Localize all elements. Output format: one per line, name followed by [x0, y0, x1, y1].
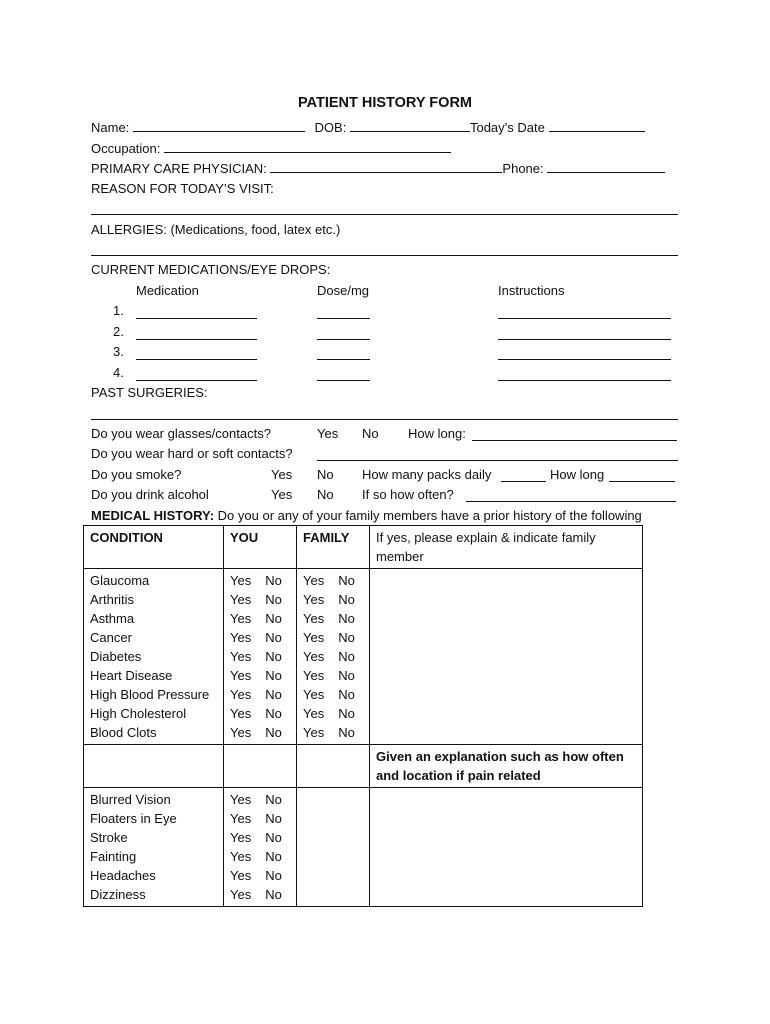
yn-pair[interactable]: Yes No — [230, 611, 282, 626]
past-surgeries-label: PAST SURGERIES: — [91, 385, 208, 400]
med-2-instructions-field[interactable] — [498, 339, 671, 340]
name-label: Name: — [91, 120, 130, 135]
how-often-label: If so how often? — [362, 487, 454, 502]
dob-field[interactable] — [350, 118, 470, 132]
med-3-dose-field[interactable] — [317, 359, 370, 360]
conditions-group-1 — [84, 569, 224, 745]
condition-diabetes: Diabetes — [90, 649, 142, 664]
yn-pair[interactable]: Yes No — [230, 849, 282, 864]
condition-blood-clots: Blood Clots — [90, 725, 157, 740]
reason-field[interactable] — [91, 214, 678, 215]
medical-history-table — [83, 525, 643, 907]
occupation-field[interactable] — [164, 139, 451, 153]
packs-field[interactable] — [501, 481, 546, 482]
you-group-1 — [224, 569, 297, 745]
yn-pair[interactable]: Yes No — [303, 649, 355, 664]
yn-pair[interactable]: Yes No — [230, 725, 282, 740]
med-1-name-field[interactable] — [136, 318, 257, 319]
condition-dizziness: Dizziness — [90, 887, 146, 902]
med-1-dose-field[interactable] — [317, 318, 370, 319]
table-row — [84, 569, 643, 745]
smoke-yes[interactable]: Yes — [271, 467, 293, 482]
conditions-group-2 — [84, 788, 224, 907]
alcohol-no[interactable]: No — [317, 487, 334, 502]
medications-label: CURRENT MEDICATIONS/EYE DROPS: — [91, 262, 331, 277]
occupation-label: Occupation: — [91, 141, 161, 156]
blank-cell — [297, 745, 370, 788]
header-condition: CONDITION — [84, 526, 224, 569]
condition-heart-disease: Heart Disease — [90, 668, 173, 683]
medical-history-text: Do you or any of your family members have a prior history of the following — [217, 508, 642, 523]
yn-pair[interactable]: Yes No — [230, 811, 282, 826]
med-header-medication: Medication — [136, 283, 199, 298]
yn-pair[interactable]: Yes No — [230, 592, 282, 607]
yn-pair[interactable]: Yes No — [230, 887, 282, 902]
header-family: FAMILY — [297, 526, 370, 569]
dob-label: DOB: — [314, 120, 347, 135]
phone-field[interactable] — [547, 159, 665, 173]
condition-cancer: Cancer — [90, 630, 132, 645]
you-group-2 — [224, 788, 297, 907]
yn-pair[interactable]: Yes No — [230, 706, 282, 721]
how-often-field[interactable] — [466, 501, 676, 502]
yn-pair[interactable]: Yes No — [230, 649, 282, 664]
allergies-field[interactable] — [91, 255, 678, 256]
physician-row — [91, 159, 665, 178]
med-2-dose-field[interactable] — [317, 339, 370, 340]
explain-cell-1[interactable] — [370, 569, 643, 745]
packs-label: How many packs daily — [362, 467, 492, 482]
occupation-row — [91, 139, 451, 158]
condition-stroke: Stroke — [90, 830, 128, 845]
condition-blurred-vision: Blurred Vision — [90, 792, 171, 807]
glasses-no[interactable]: No — [362, 426, 379, 441]
form-title: PATIENT HISTORY FORM — [297, 95, 472, 111]
family-group-1 — [297, 569, 370, 745]
condition-asthma: Asthma — [90, 611, 135, 626]
yn-pair[interactable]: Yes No — [230, 792, 282, 807]
explain-instructions: Given an explanation such as how often and location if pain related — [370, 745, 643, 788]
med-4-dose-field[interactable] — [317, 380, 370, 381]
condition-fainting: Fainting — [90, 849, 137, 864]
med-4-instructions-field[interactable] — [498, 380, 671, 381]
yn-pair[interactable]: Yes No — [303, 725, 355, 740]
smoke-how-long-label: How long — [550, 467, 605, 482]
yn-pair[interactable]: Yes No — [303, 668, 355, 683]
yn-pair[interactable]: Yes No — [303, 706, 355, 721]
med-header-instructions: Instructions — [498, 283, 565, 298]
condition-headaches: Headaches — [90, 868, 156, 883]
header-you: YOU — [224, 526, 297, 569]
med-number-1: 1. — [113, 303, 124, 318]
condition-glaucoma: Glaucoma — [90, 573, 150, 588]
table-row — [84, 788, 643, 907]
glasses-yes[interactable]: Yes — [317, 426, 339, 441]
smoke-how-long-field[interactable] — [609, 481, 675, 482]
yn-pair[interactable]: Yes No — [230, 830, 282, 845]
physician-label: PRIMARY CARE PHYSICIAN: — [91, 161, 267, 176]
blank-cell — [224, 745, 297, 788]
how-long-field[interactable] — [472, 440, 677, 441]
name-field[interactable] — [133, 118, 305, 132]
yn-pair[interactable]: Yes No — [230, 687, 282, 702]
med-number-4: 4. — [113, 365, 124, 380]
alcohol-yes[interactable]: Yes — [271, 487, 293, 502]
yn-pair[interactable]: Yes No — [303, 573, 355, 588]
med-4-name-field[interactable] — [136, 380, 257, 381]
med-3-name-field[interactable] — [136, 359, 257, 360]
alcohol-question: Do you drink alcohol — [91, 487, 209, 502]
past-surgeries-field[interactable] — [91, 419, 678, 420]
med-3-instructions-field[interactable] — [498, 359, 671, 360]
hard-soft-field[interactable] — [317, 460, 678, 461]
yn-pair[interactable]: Yes No — [303, 592, 355, 607]
yn-pair[interactable]: Yes No — [303, 611, 355, 626]
how-long-label: How long: — [408, 426, 466, 441]
header-explain: If yes, please explain & indicate family member — [370, 526, 643, 569]
med-number-3: 3. — [113, 344, 124, 359]
yn-pair[interactable]: Yes No — [303, 630, 355, 645]
yn-pair[interactable]: Yes No — [230, 868, 282, 883]
table-row — [84, 745, 643, 788]
med-1-instructions-field[interactable] — [498, 318, 671, 319]
med-header-dose: Dose/mg — [317, 283, 370, 298]
smoke-no[interactable]: No — [317, 467, 334, 482]
name-row — [91, 118, 645, 137]
today-label: Today’s Date — [469, 120, 545, 135]
blank-cell — [84, 745, 224, 788]
yn-pair[interactable]: Yes No — [303, 687, 355, 702]
yn-pair[interactable]: Yes No — [230, 668, 282, 683]
smoke-question: Do you smoke? — [91, 467, 182, 482]
condition-high-cholesterol: High Cholesterol — [90, 706, 187, 721]
family-group-2[interactable] — [297, 788, 370, 907]
yn-pair[interactable]: Yes No — [230, 630, 282, 645]
allergies-label: ALLERGIES: (Medications, food, latex etc.) — [91, 222, 341, 237]
condition-high-blood-pressure: High Blood Pressure — [90, 687, 210, 702]
condition-arthritis: Arthritis — [90, 592, 135, 607]
yn-pair[interactable]: Yes No — [230, 573, 282, 588]
today-field[interactable] — [549, 118, 645, 132]
table-header-row — [84, 526, 643, 569]
med-2-name-field[interactable] — [136, 339, 257, 340]
reason-label: REASON FOR TODAY’S VISIT: — [91, 181, 274, 196]
physician-field[interactable] — [270, 159, 502, 173]
med-number-2: 2. — [113, 324, 124, 339]
medical-history-label: MEDICAL HISTORY: — [91, 508, 215, 523]
hard-soft-question: Do you wear hard or soft contacts? — [91, 446, 293, 461]
explain-cell-2[interactable] — [370, 788, 643, 907]
phone-label: Phone: — [502, 161, 544, 176]
condition-floaters: Floaters in Eye — [90, 811, 177, 826]
medical-history-heading — [91, 507, 642, 525]
glasses-question: Do you wear glasses/contacts? — [91, 426, 271, 441]
